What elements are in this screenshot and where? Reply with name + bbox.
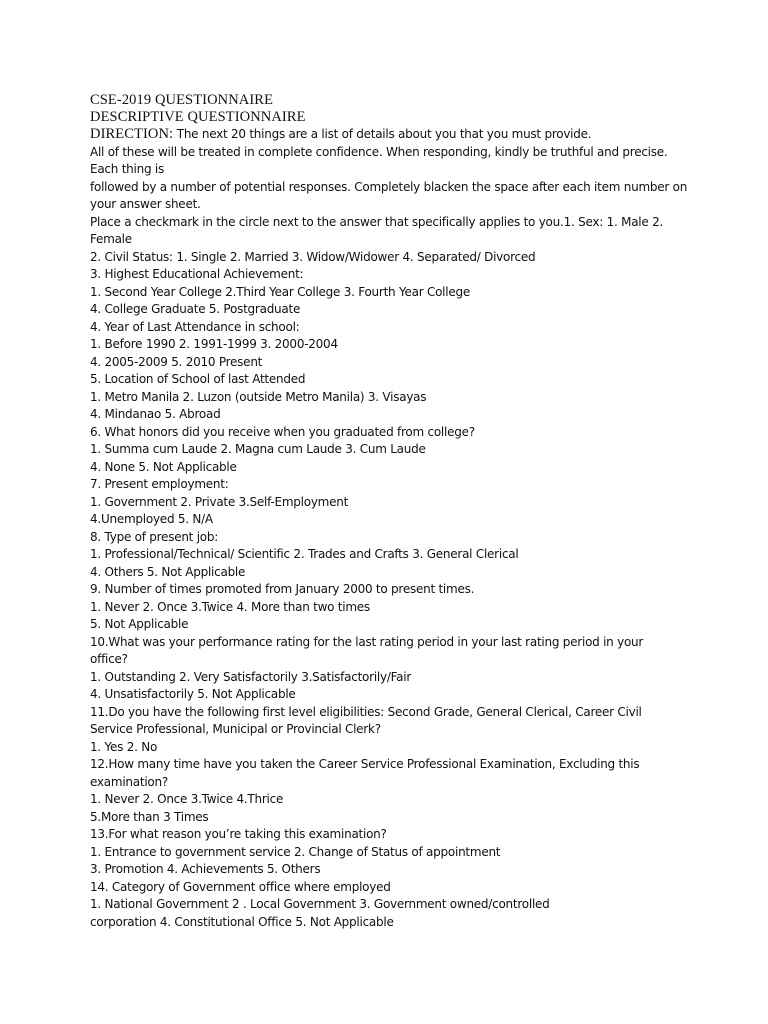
- text-line: 11.Do you have the following first level eligibilities: Second Grade, General Clerical, Career Civil: [90, 704, 642, 719]
- text-line: your answer sheet.: [90, 197, 201, 211]
- text-line: corporation 4. Constitutional Office 5. Not Applicable: [90, 914, 394, 929]
- text-line: 1. Metro Manila 2. Luzon (outside Metro Manila) 3. Visayas: [90, 389, 427, 404]
- text-line: Place a checkmark in the circle next to the answer that specifically applies to you.1. Sex: 1. Male 2.: [90, 214, 664, 229]
- text-line: 5. Location of School of last Attended: [90, 372, 306, 386]
- text-line: 1. Before 1990 2. 1991-1999 3. 2000-2004: [90, 337, 338, 351]
- text-line: 5. Not Applicable: [90, 617, 189, 631]
- text-line: Each thing is: [90, 162, 164, 176]
- text-line: Service Professional, Municipal or Provincial Clerk?: [90, 722, 381, 736]
- document-page: [90, 92, 690, 931]
- text-line: 4. Unsatisfactorily 5. Not Applicable: [90, 687, 296, 701]
- text-line: 10.What was your performance rating for the last rating period in your last rating period in your: [90, 634, 644, 649]
- text-line: 4. 2005-2009 5. 2010 Present: [90, 354, 263, 369]
- text-line: 4. College Graduate 5. Postgraduate: [90, 302, 301, 316]
- text-line: 14. Category of Government office where employed: [90, 879, 391, 894]
- text-line: 4.Unemployed 5. N/A: [90, 512, 213, 526]
- direction-line: [90, 126, 690, 144]
- text-line: 1. Summa cum Laude 2. Magna cum Laude 3. Cum Laude: [90, 442, 426, 456]
- text-line: 4. Others 5. Not Applicable: [90, 564, 246, 579]
- text-line: 1. Yes 2. No: [90, 739, 158, 754]
- document-subtitle: DESCRIPTIVE QUESTIONNAIRE: [90, 109, 306, 125]
- text-line: 1. Second Year College 2.Third Year College 3. Fourth Year College: [90, 284, 470, 299]
- text-line: 13.For what reason you’re taking this examination?: [90, 827, 387, 841]
- text-line: 12.How many time have you taken the Career Service Professional Examination, Excluding this: [90, 757, 640, 771]
- text-line: 9. Number of times promoted from January 2000 to present times.: [90, 582, 475, 596]
- text-line: 3. Highest Educational Achievement:: [90, 267, 304, 281]
- text-line: 1. Never 2. Once 3.Twice 4.Thrice: [90, 792, 284, 806]
- text-line: office?: [90, 652, 128, 666]
- text-line: 2. Civil Status: 1. Single 2. Married 3. Widow/Widower 4. Separated/ Divorced: [90, 249, 536, 264]
- questionnaire-body: [90, 144, 690, 932]
- text-line: 1. Entrance to government service 2. Change of Status of appointment: [90, 844, 501, 859]
- text-line: 3. Promotion 4. Achievements 5. Others: [90, 862, 321, 876]
- text-line: examination?: [90, 774, 168, 789]
- text-line: 5.More than 3 Times: [90, 809, 209, 824]
- text-line: 7. Present employment:: [90, 477, 229, 491]
- text-line: 1. Never 2. Once 3.Twice 4. More than two times: [90, 599, 370, 614]
- text-line: 4. Year of Last Attendance in school:: [90, 319, 300, 334]
- text-line: 1. Professional/Technical/ Scientific 2. Trades and Crafts 3. General Clerical: [90, 547, 519, 561]
- text-line: 8. Type of present job:: [90, 529, 219, 544]
- document-title: CSE-2019 QUESTIONNAIRE: [90, 92, 274, 108]
- text-line: 1. Government 2. Private 3.Self-Employment: [90, 494, 349, 509]
- text-line: 4. None 5. Not Applicable: [90, 459, 237, 474]
- text-line: followed by a number of potential responses. Completely blacken the space after each item number on: [90, 179, 688, 194]
- text-line: Female: [90, 232, 132, 246]
- text-line: 4. Mindanao 5. Abroad: [90, 407, 221, 421]
- direction-text: The next 20 things are a list of details about you that you must provide.: [173, 127, 592, 141]
- text-line: 1. National Government 2 . Local Government 3. Government owned/controlled: [90, 897, 550, 911]
- direction-label: DIRECTION:: [90, 126, 174, 142]
- text-line: All of these will be treated in complete confidence. When responding, kindly be truthful and precise.: [90, 144, 668, 159]
- text-line: 1. Outstanding 2. Very Satisfactorily 3.Satisfactorily/Fair: [90, 669, 412, 684]
- text-line: 6. What honors did you receive when you graduated from college?: [90, 424, 475, 439]
